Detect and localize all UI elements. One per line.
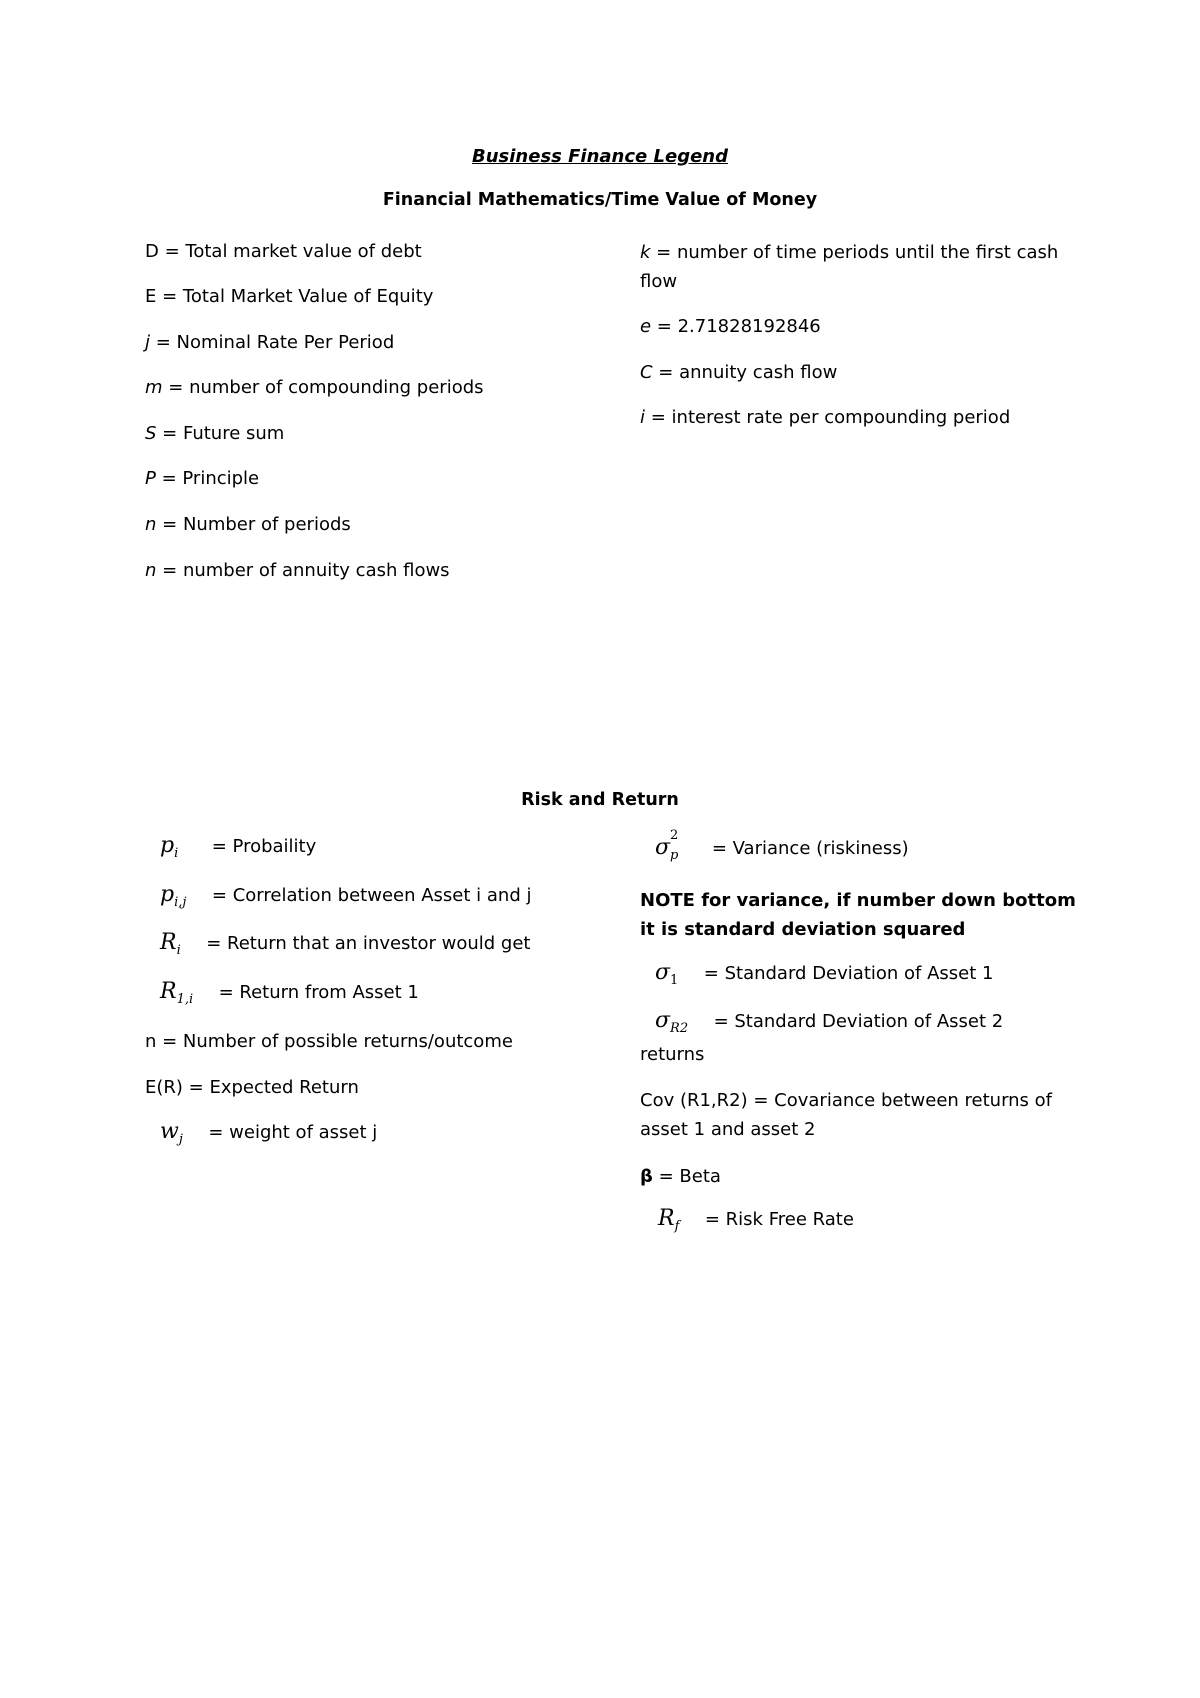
definition-sd1: = Standard Deviation of Asset 1 [703, 963, 994, 984]
definition-j: = Nominal Rate Per Period [150, 332, 395, 353]
definition-D: = Total market value of debt [158, 241, 422, 262]
symbol-j: j [145, 332, 151, 353]
symbol-sigma-p-squared: σ 2 $_p$ [655, 828, 679, 863]
definition-E: = Total Market Value of Equity [156, 286, 434, 307]
legend-item-n-periods [145, 513, 351, 537]
legend-item-variance [655, 828, 909, 868]
legend-item-expected-return: E(R) = Expected Return [145, 1077, 359, 1098]
legend-item-p-i [160, 834, 316, 866]
legend-item-sd2 [655, 1009, 1003, 1041]
legend-item-E [145, 285, 433, 309]
symbol-R-f: $R_f$ [658, 1206, 680, 1234]
symbol-n: n [145, 514, 157, 535]
symbol-k: k [640, 242, 651, 263]
definition-variance: = Variance (riskiness) [711, 838, 909, 859]
legend-item-C [640, 361, 837, 385]
legend-item-P [145, 467, 259, 491]
definition-beta: = Beta [652, 1166, 721, 1187]
legend-item-R-i [160, 931, 530, 963]
section-heading-financial-math: Financial Mathematics/Time Value of Money [382, 190, 818, 210]
definition-m: = number of compounding periods [162, 377, 484, 398]
symbol-p-i: $p_i$ [160, 833, 179, 861]
legend-item-j [145, 331, 394, 355]
legend-item-sd1 [655, 961, 993, 993]
symbol-P: P [145, 468, 156, 489]
definition-P: = Principle [155, 468, 260, 489]
definition-sd2: = Standard Deviation of Asset 2 [713, 1011, 1004, 1032]
symbol-sigma-1: $\sigma_1$ [655, 960, 679, 988]
legend-item-w-j [160, 1120, 377, 1152]
legend-item-i [640, 406, 1010, 430]
legend-item-rf [658, 1207, 854, 1239]
definition-C: = annuity cash flow [652, 362, 838, 383]
legend-item-beta [640, 1165, 721, 1189]
legend-item-n-annuity [145, 559, 450, 583]
definition-p-ij: = Correlation between Asset i and j [211, 885, 532, 906]
definition-n-annuity: = number of annuity cash flows [156, 560, 450, 581]
symbol-S: S [145, 423, 157, 444]
symbol-n: n [145, 560, 157, 581]
symbol-E: E [145, 286, 157, 307]
definition-rf: = Risk Free Rate [704, 1209, 854, 1230]
legend-item-R-1i [160, 980, 419, 1012]
legend-item-k [640, 238, 1070, 296]
legend-item-n-outcomes: n = Number of possible returns/outcome [145, 1031, 513, 1052]
definition-S: = Future sum [156, 423, 285, 444]
definition-k: = number of time periods until the first cash flow [640, 242, 1059, 292]
symbol-C: C [640, 362, 653, 383]
legend-item-covariance: Cov (R1,R2) = Covariance between returns of asset 1 and asset 2 [640, 1090, 1053, 1140]
definition-e: = 2.71828192846 [651, 316, 821, 337]
symbol-e: e [640, 316, 652, 337]
symbol-m: m [145, 377, 163, 398]
symbol-p-ij: $p_{i,j}$ [160, 882, 187, 910]
variance-note: NOTE for variance, if number down bottom it is standard deviation squared [640, 890, 1076, 940]
definition-p-i: = Probaility [211, 836, 317, 857]
definition-R-1i: = Return from Asset 1 [218, 982, 419, 1003]
symbol-w-j: $w_j$ [160, 1119, 183, 1147]
definition-sd2-continued: returns [640, 1044, 705, 1065]
symbol-R-i: $R_i$ [160, 930, 181, 958]
definition-i: = interest rate per compounding period [645, 407, 1011, 428]
symbol-R-1i: $R_{1,i}$ [160, 979, 194, 1007]
symbol-i: i [640, 407, 646, 428]
definition-w-j: = weight of asset j [208, 1122, 378, 1143]
legend-item-m [145, 376, 484, 400]
legend-item-D [145, 240, 422, 264]
legend-item-p-ij [160, 883, 531, 915]
document-title: Business Finance Legend [472, 146, 728, 167]
legend-item-S [145, 422, 284, 446]
definition-n-periods: = Number of periods [156, 514, 351, 535]
symbol-beta: β [640, 1166, 653, 1187]
symbol-sigma-R2: $\sigma_{R2}$ [655, 1008, 689, 1036]
section-heading-risk-return: Risk and Return [521, 790, 679, 810]
definition-R-i: = Return that an investor would get [206, 933, 531, 954]
symbol-D: D [145, 241, 159, 262]
legend-item-e [640, 315, 821, 339]
